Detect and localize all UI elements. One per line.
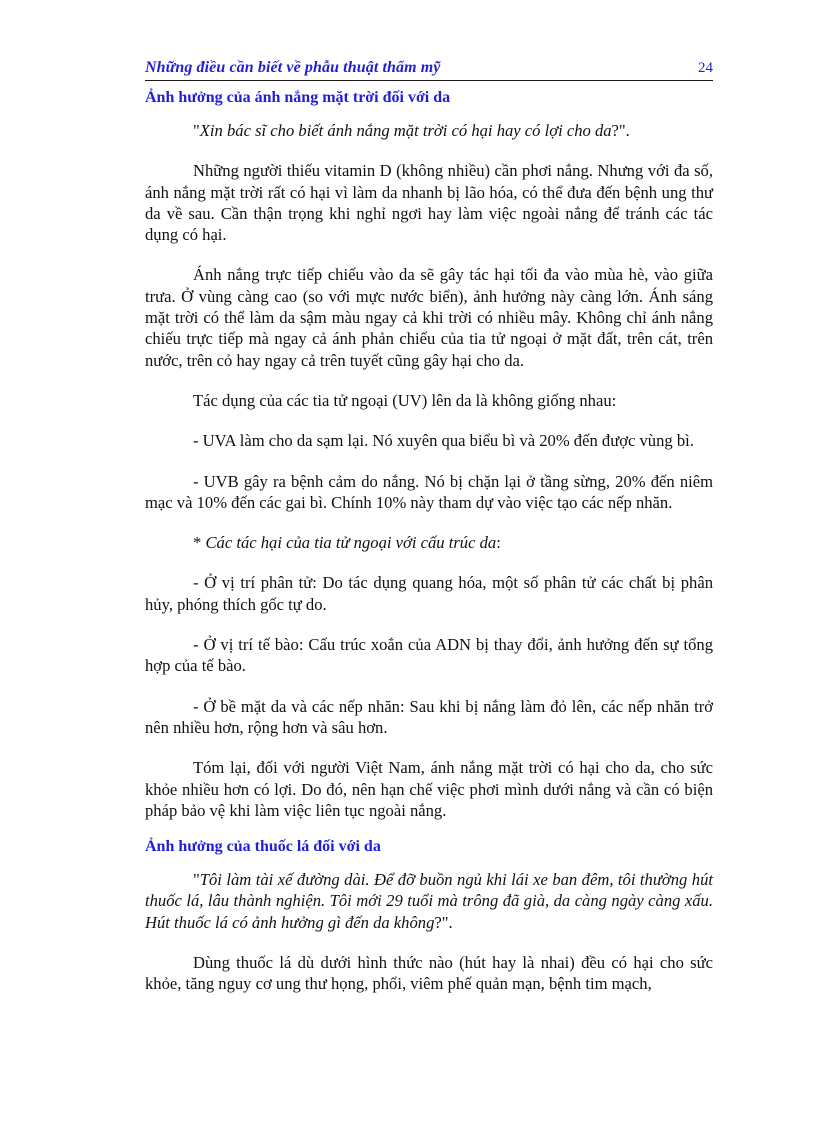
section-heading-sunlight: Ảnh hưởng của ánh nắng mặt trời đối với da: [145, 89, 451, 106]
bullet-star: *: [193, 533, 206, 553]
page-number: 24: [698, 60, 713, 76]
paragraph-summary: Tóm lại, đối với người Việt Nam, ánh nắng mặt trời có hại cho da, cho sức khỏe nhiều hơn có lợi. Do đó, nên hạn chế việc phơi mình dưới nắng và cần có biện pháp bảo vệ khi làm việc liên tục ngoài nắng.: [145, 758, 713, 820]
question-text: Xin bác sĩ cho biết ánh nắng mặt trời có hại hay có lợi cho da: [199, 121, 612, 140]
question-close-quote: ?".: [434, 912, 453, 932]
header-title: Những điều cần biết về phẫu thuật thẩm mỹ: [145, 59, 441, 76]
question-text: Tôi làm tài xế đường dài. Để đỡ buồn ngủ khi lái xe ban đêm, tôi thường hút thuốc lá, lâu thành nghiện. Tôi mới 29 tuổi mà trông đã già, da càng ngày càng xấu. Hút thuốc lá có ảnh hưởng gì đến da không: [145, 870, 713, 932]
question-open-quote: ": [193, 121, 200, 140]
question-paragraph: [145, 869, 713, 933]
list-item-uva: - UVA làm cho da sạm lại. Nó xuyên qua biểu bì và 20% đến được vùng bì.: [193, 431, 694, 451]
subheading-paragraph: [145, 532, 713, 553]
list-item-uvb: - UVB gây ra bệnh cảm do nắng. Nó bị chặn lại ở tầng sừng, 20% đến niêm mạc và 10% đến các gai bì. Chính 10% này tham dự vào việc tạo các nếp nhăn.: [145, 471, 713, 512]
document-page: [145, 55, 713, 995]
section-heading-tobacco: Ảnh hưởng của thuốc lá đối với da: [145, 838, 381, 856]
running-header: [145, 55, 713, 81]
paragraph: Ánh nắng trực tiếp chiếu vào da sẽ gây tác hại tối đa vào mùa hè, vào giữa trưa. Ở vùng càng cao (so với mực nước biển), ảnh hưởng này càng lớn. Ánh sáng mặt trời có thể làm da sậm màu ngay cả khi trời có nhiều mây. Không chỉ ánh nắng chiếu trực tiếp mà ngay cả ánh phản chiếu của tia tử ngoại ở mặt đất, trên cát, trên nước, trên cỏ hay ngay cả trên tuyết cũng gây hại cho da.: [145, 265, 713, 370]
list-item-molecule: - Ở vị trí phân tử: Do tác dụng quang hóa, một số phân tử các chất bị phân hủy, phóng thích gốc tự do.: [145, 573, 713, 614]
subheading-italic: Các tác hại của tia tử ngoại với cấu trúc da: [205, 533, 497, 553]
list-item-surface: - Ở bề mặt da và các nếp nhăn: Sau khi bị nắng làm đỏ lên, các nếp nhăn trở nên nhiều hơn, rộng hơn và sâu hơn.: [145, 696, 713, 737]
question-close-quote: ?".: [611, 121, 630, 140]
question-paragraph: [145, 120, 713, 141]
paragraph: Những người thiếu vitamin D (không nhiều) cần phơi nắng. Nhưng với đa số, ánh nắng mặt trời rất có hại vì làm da nhanh bị lão hóa, có thể đưa đến bệnh ung thư da về sau. Cần thận trọng khi nghỉ ngơi hay làm việc ngoài nắng để tránh các tác dụng có hại.: [145, 161, 713, 245]
question-open-quote: ": [193, 870, 200, 890]
paragraph: Tác dụng của các tia tử ngoại (UV) lên da là không giống nhau:: [193, 390, 617, 410]
list-item-cell: - Ở vị trí tế bào: Cấu trúc xoắn của ADN bị thay đổi, ảnh hưởng đến sự tổng hợp của tế bào.: [145, 635, 713, 676]
paragraph: Dùng thuốc lá dù dưới hình thức nào (hút hay là nhai) đều có hại cho sức khỏe, tăng nguy cơ ung thư họng, phổi, viêm phế quản mạn, bệnh tim mạch,: [145, 953, 713, 994]
subheading-colon: :: [496, 533, 501, 553]
